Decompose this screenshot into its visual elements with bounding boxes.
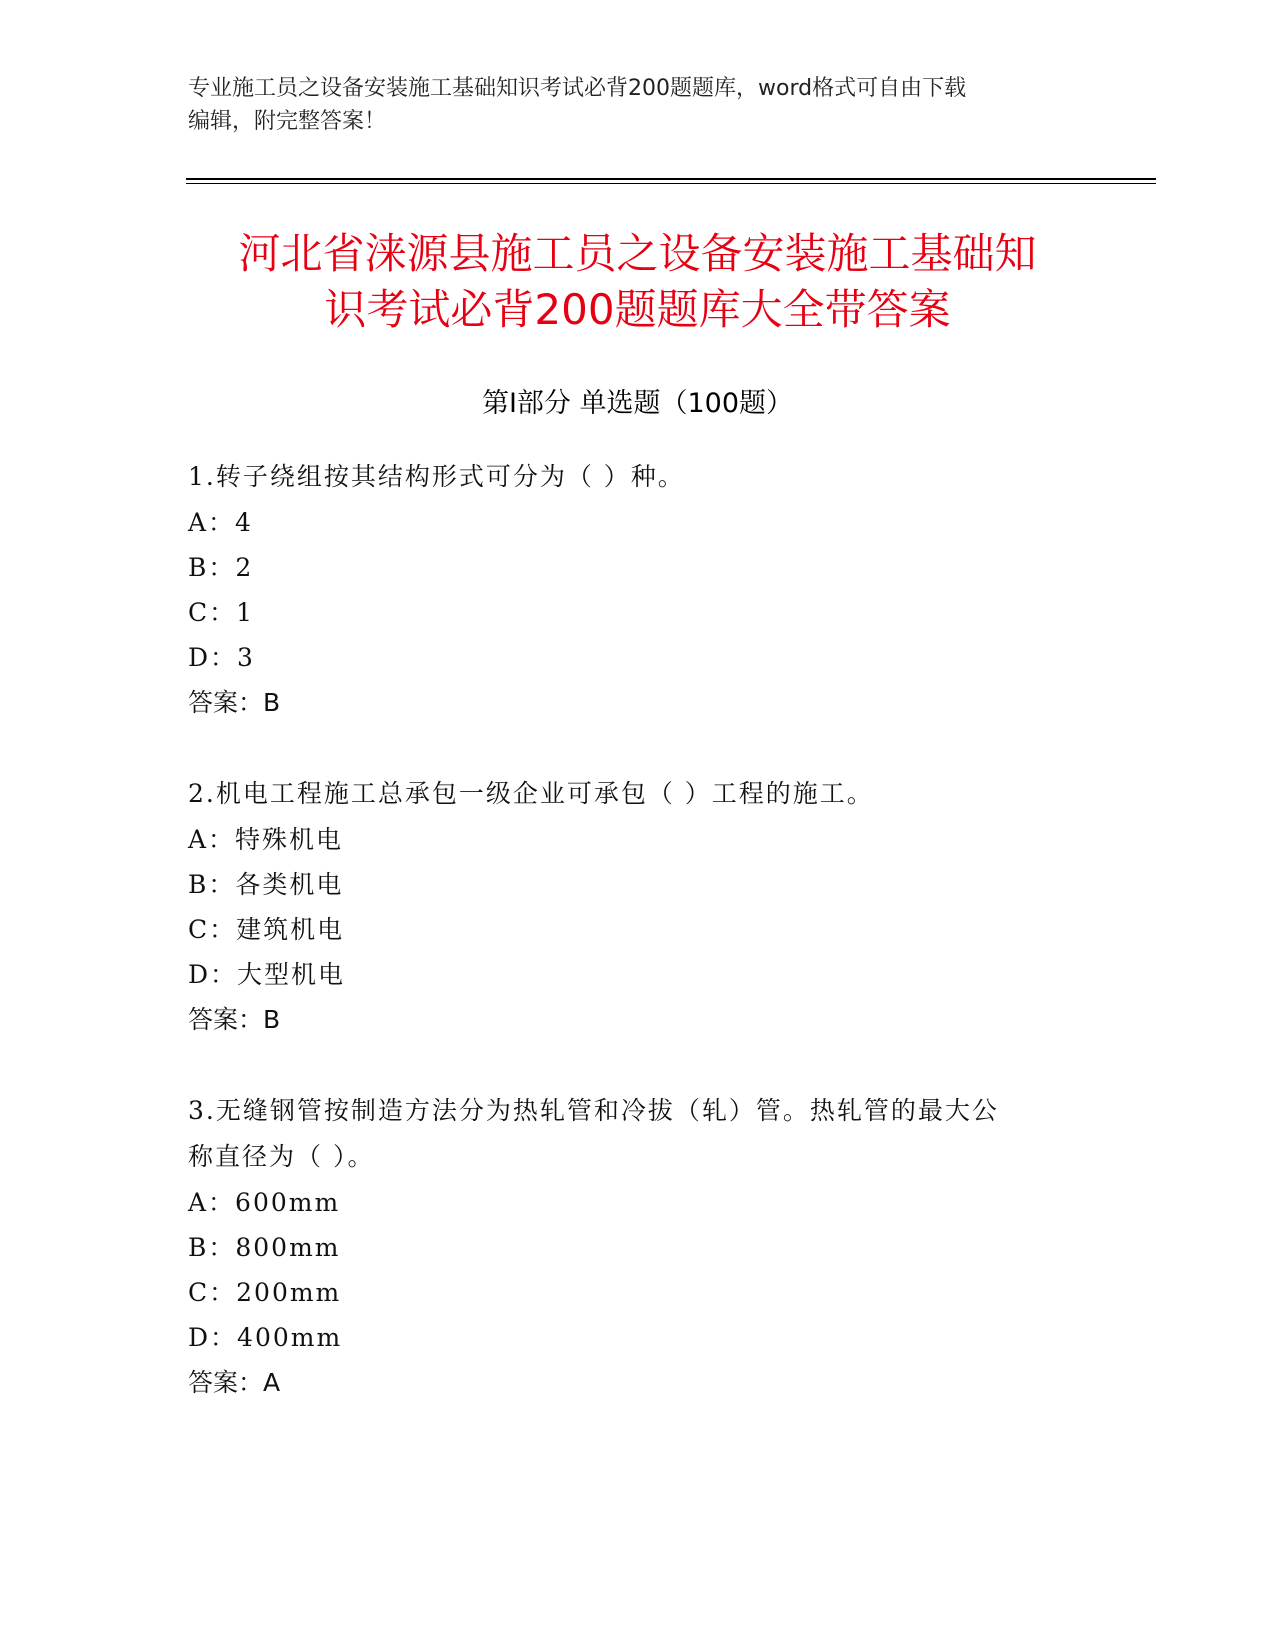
question-stem: 1.转子绕组按其结构形式可分为（ ）种。 bbox=[188, 462, 685, 491]
option-c: C：200mm bbox=[188, 1278, 342, 1307]
option-a: A：600mm bbox=[188, 1188, 341, 1217]
answer: 答案：A bbox=[188, 1368, 281, 1397]
header-note-line-2: 编辑，附完整答案！ bbox=[188, 109, 387, 134]
question-stem: 2.机电工程施工总承包一级企业可承包（ ）工程的施工。 bbox=[188, 779, 874, 808]
document-title-line-2: 识考试必背200题题库大全带答案 bbox=[324, 285, 951, 334]
header-note bbox=[188, 72, 1088, 138]
document-title bbox=[160, 226, 1115, 338]
option-a: A：特殊机电 bbox=[188, 825, 344, 854]
option-b: B：2 bbox=[188, 553, 254, 582]
question-2 bbox=[188, 771, 1088, 1042]
header-divider-thick bbox=[186, 178, 1156, 180]
document-title-line-1: 河北省涞源县施工员之设备安装施工基础知 bbox=[238, 229, 1037, 278]
section-heading: 第Ⅰ部分 单选题（100题） bbox=[481, 388, 794, 419]
option-d: D：400mm bbox=[188, 1323, 343, 1352]
question-3 bbox=[188, 1088, 1088, 1405]
answer: 答案：B bbox=[188, 1005, 281, 1034]
option-c: C：1 bbox=[188, 598, 255, 627]
question-stem-continued: 称直径为（ ）。 bbox=[188, 1142, 375, 1171]
option-d: D：大型机电 bbox=[188, 960, 346, 989]
question-1 bbox=[188, 454, 1088, 725]
option-b: B：800mm bbox=[188, 1233, 341, 1262]
answer: 答案：B bbox=[188, 688, 281, 717]
header-note-line-1: 专业施工员之设备安装施工基础知识考试必背200题题库，word格式可自由下载 bbox=[188, 76, 967, 101]
option-c: C：建筑机电 bbox=[188, 915, 345, 944]
header-divider-thin bbox=[186, 183, 1156, 184]
option-d: D：3 bbox=[188, 643, 255, 672]
option-a: A：4 bbox=[188, 508, 253, 537]
question-stem: 3.无缝钢管按制造方法分为热轧管和冷拔（轧）管。热轧管的最大公 bbox=[188, 1096, 999, 1125]
option-b: B：各类机电 bbox=[188, 870, 344, 899]
